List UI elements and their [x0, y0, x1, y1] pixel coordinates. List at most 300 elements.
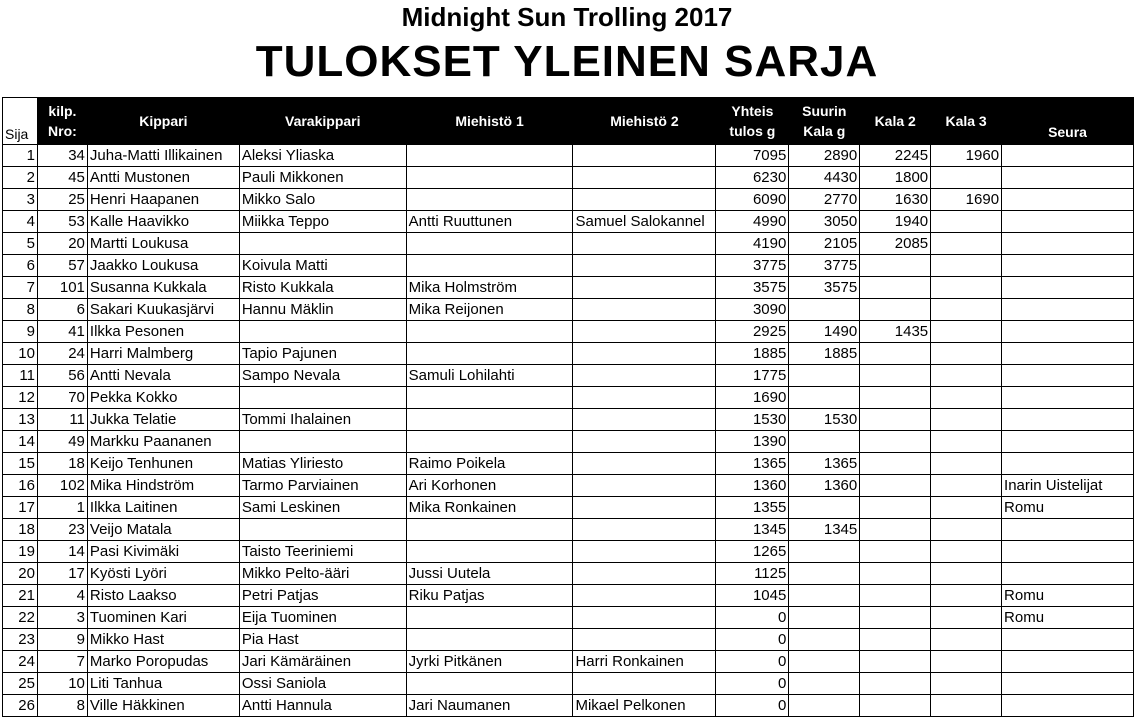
cell-kippari: Ville Häkkinen [87, 695, 239, 717]
table-row [3, 167, 1134, 189]
cell-yhteistulos: 1360 [716, 475, 789, 497]
cell-miehisto-2 [573, 607, 716, 629]
page-subtitle: Midnight Sun Trolling 2017 [401, 2, 733, 32]
header-yhteistulos [716, 98, 789, 145]
cell-suurin-kala: 1365 [789, 453, 860, 475]
cell-suurin-kala [789, 299, 860, 321]
cell-seura [1002, 695, 1134, 717]
cell-kala-2 [860, 673, 931, 695]
cell-kala-2: 1435 [860, 321, 931, 343]
cell-kilp-nro: 34 [37, 145, 87, 167]
table-row [3, 497, 1134, 519]
results-table [2, 97, 1134, 717]
cell-kilp-nro: 6 [37, 299, 87, 321]
cell-varakippari: Koivula Matti [239, 255, 406, 277]
cell-kala-2 [860, 277, 931, 299]
cell-sija: 10 [3, 343, 38, 365]
cell-varakippari: Antti Hannula [239, 695, 406, 717]
cell-kilp-nro: 101 [37, 277, 87, 299]
cell-kippari: Keijo Tenhunen [87, 453, 239, 475]
cell-kala-3 [931, 541, 1002, 563]
cell-kilp-nro: 20 [37, 233, 87, 255]
cell-kala-3 [931, 673, 1002, 695]
cell-kilp-nro: 11 [37, 409, 87, 431]
cell-yhteistulos: 0 [716, 695, 789, 717]
cell-seura [1002, 563, 1134, 585]
cell-miehisto-1: Samuli Lohilahti [406, 365, 573, 387]
cell-kala-3 [931, 387, 1002, 409]
cell-kippari: Harri Malmberg [87, 343, 239, 365]
cell-sija: 5 [3, 233, 38, 255]
cell-yhteistulos: 6230 [716, 167, 789, 189]
cell-miehisto-1 [406, 431, 573, 453]
table-row [3, 387, 1134, 409]
cell-varakippari: Tommi Ihalainen [239, 409, 406, 431]
cell-kippari: Veijo Matala [87, 519, 239, 541]
cell-sija: 3 [3, 189, 38, 211]
cell-miehisto-1 [406, 629, 573, 651]
cell-suurin-kala: 3775 [789, 255, 860, 277]
table-row [3, 673, 1134, 695]
cell-yhteistulos: 4990 [716, 211, 789, 233]
cell-varakippari [239, 233, 406, 255]
cell-miehisto-2 [573, 233, 716, 255]
cell-seura [1002, 189, 1134, 211]
cell-sija: 23 [3, 629, 38, 651]
cell-yhteistulos: 0 [716, 651, 789, 673]
cell-kala-3 [931, 211, 1002, 233]
cell-seura [1002, 321, 1134, 343]
cell-suurin-kala: 2105 [789, 233, 860, 255]
cell-miehisto-2 [573, 387, 716, 409]
cell-seura [1002, 145, 1134, 167]
cell-kilp-nro: 49 [37, 431, 87, 453]
cell-kippari: Kalle Haavikko [87, 211, 239, 233]
cell-suurin-kala [789, 431, 860, 453]
cell-yhteistulos: 1045 [716, 585, 789, 607]
cell-yhteistulos: 3775 [716, 255, 789, 277]
cell-kala-2 [860, 519, 931, 541]
cell-miehisto-2 [573, 519, 716, 541]
cell-kala-3 [931, 409, 1002, 431]
cell-varakippari: Taisto Teeriniemi [239, 541, 406, 563]
table-row [3, 453, 1134, 475]
cell-kilp-nro: 17 [37, 563, 87, 585]
cell-seura [1002, 365, 1134, 387]
cell-varakippari [239, 321, 406, 343]
cell-yhteistulos: 0 [716, 673, 789, 695]
cell-miehisto-1 [406, 607, 573, 629]
cell-miehisto-2 [573, 365, 716, 387]
cell-kilp-nro: 70 [37, 387, 87, 409]
cell-miehisto-1: Antti Ruuttunen [406, 211, 573, 233]
cell-kala-2 [860, 365, 931, 387]
cell-miehisto-1: Riku Patjas [406, 585, 573, 607]
cell-miehisto-1: Mika Holmström [406, 277, 573, 299]
cell-seura: Inarin Uistelijat [1002, 475, 1134, 497]
cell-kippari: Risto Laakso [87, 585, 239, 607]
header-sija: Sija [3, 98, 38, 145]
cell-seura [1002, 409, 1134, 431]
cell-yhteistulos: 1365 [716, 453, 789, 475]
cell-kala-3 [931, 277, 1002, 299]
cell-suurin-kala [789, 541, 860, 563]
cell-yhteistulos: 1355 [716, 497, 789, 519]
cell-kala-3 [931, 255, 1002, 277]
cell-kilp-nro: 25 [37, 189, 87, 211]
cell-varakippari [239, 519, 406, 541]
cell-suurin-kala: 1345 [789, 519, 860, 541]
cell-suurin-kala: 3575 [789, 277, 860, 299]
cell-seura: Romu [1002, 585, 1134, 607]
cell-suurin-kala [789, 629, 860, 651]
cell-kilp-nro: 41 [37, 321, 87, 343]
cell-seura [1002, 387, 1134, 409]
table-row [3, 321, 1134, 343]
cell-suurin-kala: 4430 [789, 167, 860, 189]
table-row [3, 541, 1134, 563]
cell-yhteistulos: 2925 [716, 321, 789, 343]
cell-miehisto-2 [573, 673, 716, 695]
cell-miehisto-2 [573, 431, 716, 453]
cell-seura [1002, 453, 1134, 475]
cell-miehisto-2 [573, 321, 716, 343]
cell-yhteistulos: 6090 [716, 189, 789, 211]
cell-kilp-nro: 8 [37, 695, 87, 717]
cell-varakippari: Jari Kämäräinen [239, 651, 406, 673]
cell-seura [1002, 431, 1134, 453]
cell-miehisto-2: Mikael Pelkonen [573, 695, 716, 717]
cell-varakippari: Eija Tuominen [239, 607, 406, 629]
cell-miehisto-2 [573, 189, 716, 211]
cell-miehisto-1: Mika Ronkainen [406, 497, 573, 519]
cell-kala-2 [860, 409, 931, 431]
cell-kala-3 [931, 563, 1002, 585]
cell-sija: 21 [3, 585, 38, 607]
cell-varakippari: Mikko Pelto-ääri [239, 563, 406, 585]
cell-seura: Romu [1002, 497, 1134, 519]
cell-suurin-kala [789, 497, 860, 519]
cell-seura [1002, 343, 1134, 365]
cell-yhteistulos: 1345 [716, 519, 789, 541]
cell-miehisto-1 [406, 321, 573, 343]
cell-suurin-kala [789, 387, 860, 409]
cell-yhteistulos: 1390 [716, 431, 789, 453]
cell-sija: 25 [3, 673, 38, 695]
cell-kala-2 [860, 629, 931, 651]
cell-kala-2 [860, 695, 931, 717]
cell-miehisto-2 [573, 585, 716, 607]
cell-kilp-nro: 56 [37, 365, 87, 387]
cell-sija: 15 [3, 453, 38, 475]
cell-varakippari: Miikka Teppo [239, 211, 406, 233]
table-row [3, 233, 1134, 255]
cell-kala-3 [931, 497, 1002, 519]
cell-yhteistulos: 3090 [716, 299, 789, 321]
cell-kala-3 [931, 321, 1002, 343]
cell-kala-3 [931, 629, 1002, 651]
header-kippari: Kippari [87, 98, 239, 145]
cell-sija: 26 [3, 695, 38, 717]
header-suurin-line2: Kala g [803, 123, 846, 139]
cell-kippari: Jukka Telatie [87, 409, 239, 431]
cell-varakippari: Petri Patjas [239, 585, 406, 607]
cell-kala-2 [860, 431, 931, 453]
cell-sija: 16 [3, 475, 38, 497]
cell-sija: 2 [3, 167, 38, 189]
cell-kala-3 [931, 299, 1002, 321]
cell-varakippari: Sampo Nevala [239, 365, 406, 387]
cell-kilp-nro: 53 [37, 211, 87, 233]
cell-kala-3 [931, 585, 1002, 607]
cell-miehisto-2: Samuel Salokannel [573, 211, 716, 233]
cell-varakippari: Tarmo Parviainen [239, 475, 406, 497]
cell-kala-3 [931, 607, 1002, 629]
cell-varakippari: Tapio Pajunen [239, 343, 406, 365]
cell-yhteistulos: 1265 [716, 541, 789, 563]
cell-kala-2 [860, 255, 931, 277]
cell-varakippari: Hannu Mäklin [239, 299, 406, 321]
table-row [3, 255, 1134, 277]
cell-miehisto-2 [573, 277, 716, 299]
cell-kippari: Kyösti Lyöri [87, 563, 239, 585]
cell-miehisto-1 [406, 541, 573, 563]
cell-kippari: Henri Haapanen [87, 189, 239, 211]
header-kala-3: Kala 3 [931, 98, 1002, 145]
cell-sija: 8 [3, 299, 38, 321]
cell-kala-3 [931, 519, 1002, 541]
cell-kippari: Ilkka Laitinen [87, 497, 239, 519]
cell-varakippari: Pia Hast [239, 629, 406, 651]
cell-kala-2: 1630 [860, 189, 931, 211]
cell-seura: Romu [1002, 607, 1134, 629]
cell-kala-3 [931, 233, 1002, 255]
cell-varakippari: Aleksi Yliaska [239, 145, 406, 167]
header-miehisto-1: Miehistö 1 [406, 98, 573, 145]
cell-kilp-nro: 7 [37, 651, 87, 673]
cell-kala-3 [931, 431, 1002, 453]
cell-miehisto-2 [573, 629, 716, 651]
cell-kippari: Juha-Matti Illikainen [87, 145, 239, 167]
cell-kippari: Antti Nevala [87, 365, 239, 387]
cell-miehisto-1 [406, 255, 573, 277]
page-title: TULOKSET YLEINEN SARJA [255, 37, 879, 86]
cell-sija: 24 [3, 651, 38, 673]
header-kala-2: Kala 2 [860, 98, 931, 145]
cell-yhteistulos: 0 [716, 629, 789, 651]
cell-suurin-kala: 2890 [789, 145, 860, 167]
cell-suurin-kala [789, 585, 860, 607]
cell-kala-3: 1690 [931, 189, 1002, 211]
cell-kala-3 [931, 343, 1002, 365]
cell-miehisto-1: Raimo Poikela [406, 453, 573, 475]
table-row [3, 431, 1134, 453]
cell-kilp-nro: 9 [37, 629, 87, 651]
cell-varakippari: Risto Kukkala [239, 277, 406, 299]
cell-kala-2: 1940 [860, 211, 931, 233]
cell-seura [1002, 541, 1134, 563]
cell-varakippari: Matias Yliriesto [239, 453, 406, 475]
cell-kippari: Antti Mustonen [87, 167, 239, 189]
cell-seura [1002, 255, 1134, 277]
cell-varakippari: Sami Leskinen [239, 497, 406, 519]
cell-kala-2 [860, 651, 931, 673]
cell-miehisto-2 [573, 453, 716, 475]
cell-miehisto-2 [573, 409, 716, 431]
table-row [3, 695, 1134, 717]
cell-seura [1002, 167, 1134, 189]
cell-sija: 1 [3, 145, 38, 167]
table-row [3, 277, 1134, 299]
cell-seura [1002, 519, 1134, 541]
cell-suurin-kala: 1490 [789, 321, 860, 343]
header-kilp-nro [37, 98, 87, 145]
cell-miehisto-1 [406, 387, 573, 409]
table-row [3, 629, 1134, 651]
cell-varakippari [239, 431, 406, 453]
cell-kippari: Liti Tanhua [87, 673, 239, 695]
cell-miehisto-2 [573, 497, 716, 519]
cell-sija: 19 [3, 541, 38, 563]
cell-kippari: Sakari Kuukasjärvi [87, 299, 239, 321]
cell-suurin-kala [789, 607, 860, 629]
cell-seura [1002, 277, 1134, 299]
cell-miehisto-2 [573, 299, 716, 321]
table-row [3, 409, 1134, 431]
cell-kala-3: 1960 [931, 145, 1002, 167]
cell-sija: 22 [3, 607, 38, 629]
cell-kala-2 [860, 387, 931, 409]
table-row [3, 211, 1134, 233]
cell-suurin-kala: 1360 [789, 475, 860, 497]
cell-sija: 12 [3, 387, 38, 409]
header-varakippari: Varakippari [239, 98, 406, 145]
cell-miehisto-2 [573, 145, 716, 167]
cell-kilp-nro: 102 [37, 475, 87, 497]
cell-suurin-kala [789, 695, 860, 717]
cell-yhteistulos: 7095 [716, 145, 789, 167]
cell-miehisto-2 [573, 167, 716, 189]
cell-kilp-nro: 57 [37, 255, 87, 277]
cell-suurin-kala: 1530 [789, 409, 860, 431]
cell-kala-2 [860, 299, 931, 321]
table-row [3, 475, 1134, 497]
cell-miehisto-1 [406, 673, 573, 695]
table-row [3, 651, 1134, 673]
cell-varakippari: Mikko Salo [239, 189, 406, 211]
cell-kippari: Pasi Kivimäki [87, 541, 239, 563]
header-kilp-line2: Nro: [48, 123, 77, 139]
cell-seura [1002, 629, 1134, 651]
cell-kippari: Markku Paananen [87, 431, 239, 453]
cell-suurin-kala: 3050 [789, 211, 860, 233]
cell-miehisto-1: Mika Reijonen [406, 299, 573, 321]
cell-kala-2 [860, 607, 931, 629]
cell-miehisto-1 [406, 145, 573, 167]
cell-varakippari [239, 387, 406, 409]
cell-kippari: Jaakko Loukusa [87, 255, 239, 277]
cell-kippari: Mika Hindström [87, 475, 239, 497]
header-kilp-line1: kilp. [48, 103, 77, 119]
cell-kala-2 [860, 343, 931, 365]
cell-kala-3 [931, 453, 1002, 475]
cell-sija: 6 [3, 255, 38, 277]
cell-miehisto-1: Jyrki Pitkänen [406, 651, 573, 673]
cell-miehisto-1 [406, 409, 573, 431]
cell-kilp-nro: 14 [37, 541, 87, 563]
cell-kippari: Marko Poropudas [87, 651, 239, 673]
cell-kala-3 [931, 475, 1002, 497]
cell-sija: 20 [3, 563, 38, 585]
header-suurin-line1: Suurin [802, 103, 847, 119]
table-row [3, 145, 1134, 167]
cell-yhteistulos: 3575 [716, 277, 789, 299]
results-body [3, 145, 1134, 717]
header-suurin-kala [789, 98, 860, 145]
cell-kala-2 [860, 497, 931, 519]
cell-yhteistulos: 1125 [716, 563, 789, 585]
cell-kippari: Tuominen Kari [87, 607, 239, 629]
cell-kilp-nro: 1 [37, 497, 87, 519]
cell-kala-2: 2245 [860, 145, 931, 167]
cell-sija: 18 [3, 519, 38, 541]
table-row [3, 365, 1134, 387]
cell-miehisto-1 [406, 167, 573, 189]
cell-kippari: Ilkka Pesonen [87, 321, 239, 343]
cell-suurin-kala [789, 651, 860, 673]
cell-miehisto-1: Jussi Uutela [406, 563, 573, 585]
table-row [3, 189, 1134, 211]
cell-kilp-nro: 10 [37, 673, 87, 695]
cell-miehisto-1: Jari Naumanen [406, 695, 573, 717]
cell-sija: 17 [3, 497, 38, 519]
cell-kilp-nro: 3 [37, 607, 87, 629]
cell-suurin-kala [789, 365, 860, 387]
header-yht-line2: tulos g [729, 123, 776, 139]
table-row [3, 343, 1134, 365]
cell-miehisto-2 [573, 475, 716, 497]
cell-kilp-nro: 23 [37, 519, 87, 541]
cell-sija: 4 [3, 211, 38, 233]
cell-kala-2 [860, 475, 931, 497]
cell-yhteistulos: 1885 [716, 343, 789, 365]
header-yht-line1: Yhteis [731, 103, 774, 119]
cell-miehisto-2 [573, 343, 716, 365]
cell-kippari: Martti Loukusa [87, 233, 239, 255]
cell-seura [1002, 211, 1134, 233]
cell-seura [1002, 673, 1134, 695]
cell-sija: 14 [3, 431, 38, 453]
cell-suurin-kala [789, 673, 860, 695]
cell-seura [1002, 299, 1134, 321]
cell-yhteistulos: 4190 [716, 233, 789, 255]
cell-miehisto-1 [406, 233, 573, 255]
cell-suurin-kala: 1885 [789, 343, 860, 365]
cell-sija: 11 [3, 365, 38, 387]
cell-miehisto-1 [406, 519, 573, 541]
cell-kala-3 [931, 167, 1002, 189]
header-row [3, 98, 1134, 145]
cell-sija: 13 [3, 409, 38, 431]
cell-kala-3 [931, 651, 1002, 673]
table-row [3, 519, 1134, 541]
cell-yhteistulos: 1690 [716, 387, 789, 409]
cell-kilp-nro: 45 [37, 167, 87, 189]
cell-kilp-nro: 4 [37, 585, 87, 607]
cell-varakippari: Pauli Mikkonen [239, 167, 406, 189]
cell-kippari: Susanna Kukkala [87, 277, 239, 299]
cell-seura [1002, 651, 1134, 673]
